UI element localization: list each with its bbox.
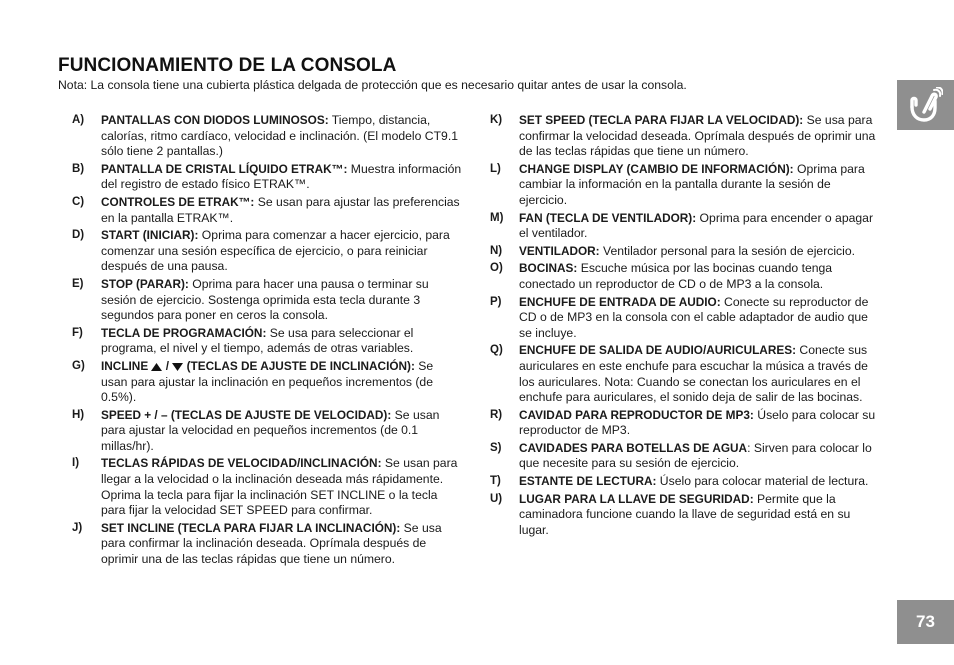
left-column (72, 113, 462, 570)
list-item (72, 521, 462, 568)
item-letter: Q) (490, 344, 503, 357)
item-term: CHANGE DISPLAY (CAMBIO DE INFORMACIÓN): (519, 161, 794, 176)
item-desc: Oprima para comenzar a hacer ejercicio, para comenzar una sesión específica de ejercicio, o para reiniciar después de una pausa. (101, 228, 450, 274)
list-item (72, 162, 462, 193)
list-item (72, 195, 462, 226)
item-letter: O) (490, 262, 503, 275)
item-letter: N) (490, 244, 503, 257)
item-term: TECLAS RÁPIDAS DE VELOCIDAD/INCLINACIÓN: (101, 456, 382, 471)
item-letter: T) (490, 475, 501, 488)
item-desc: Se usa para confirmar la inclinación deseada. Oprímala después de oprimir una de las teclas rápidas que tiene un número. (101, 520, 442, 567)
list-item (72, 277, 462, 324)
protection-note: Nota: La consola tiene una cubierta plástica delgada de protección que es necesario quitar antes de usar la consola. (58, 78, 687, 92)
item-term: SPEED + / – (TECLAS DE AJUSTE DE VELOCIDAD): (101, 407, 392, 422)
item-letter: J) (72, 521, 83, 534)
item-desc: Se usan para llegar a la velocidad o la inclinación deseada más rápidamente. Oprima la tecla para fijar la inclinación SET INCLINE o la tecla para fijar la velocidad SET SPEED para confirmar. (101, 456, 458, 518)
item-desc: Escuche música por las bocinas cuando tenga conectado un reproductor de CD o de MP3 a la consola. (519, 261, 833, 291)
page-number-tab (897, 600, 954, 644)
incline-term-rest: (TECLAS DE AJUSTE DE INCLINACIÓN): (183, 358, 415, 373)
item-desc: Oprima para cambiar la información en la pantalla durante la sesión de ejercicio. (519, 161, 865, 207)
list-item (490, 474, 878, 490)
item-term: SET SPEED (TECLA PARA FIJAR LA VELOCIDAD): (519, 113, 804, 127)
incline-label: INCLINE (101, 358, 149, 373)
item-letter: I) (72, 457, 80, 470)
list-item (490, 441, 878, 472)
triangle-down-icon (172, 363, 183, 371)
item-term: TECLA DE PROGRAMACIÓN: (101, 325, 267, 340)
list-item (72, 228, 462, 275)
item-term: CAVIDAD PARA REPRODUCTOR DE MP3: (519, 407, 754, 422)
item-term: FAN (TECLA DE VENTILADOR): (519, 210, 697, 225)
item-term: PANTALLA DE CRISTAL LÍQUIDO ETRAK™: (101, 161, 348, 176)
list-item (72, 326, 462, 357)
item-desc: Tiempo, distancia, calorías, ritmo cardíaco, velocidad e inclinación. (El modelo CT9.1 sólo tiene 2 pantallas.) (101, 113, 458, 159)
item-letter: A) (72, 114, 85, 126)
incline-separator: / (162, 358, 173, 373)
item-desc: Úselo para colocar su reproductor de MP3. (519, 407, 876, 438)
item-letter: L) (490, 162, 501, 175)
item-letter: S) (490, 441, 502, 454)
item-letter: B) (72, 162, 85, 175)
item-desc: Conecte sus auriculares en este enchufe para escuchar la música a través de los auriculares. Nota: Cuando se conectan los auriculares en el enchufe para auriculares, el sonido deja de salir de las bocinas. (519, 343, 868, 405)
list-item (72, 359, 462, 406)
item-term: CAVIDADES PARA BOTELLAS DE AGUA (519, 440, 748, 455)
item-desc: Úselo para colocar material de lectura. (656, 474, 869, 489)
right-column (490, 113, 878, 540)
list-item (490, 211, 878, 242)
item-term: BOCINAS: (519, 261, 578, 276)
item-term: CONTROLES DE ETRAK™: (101, 194, 255, 209)
list-item (490, 295, 878, 342)
list-item (72, 113, 462, 160)
item-desc: Se usan para ajustar la velocidad en pequeños incrementos (de 0.1 millas/hr). (101, 407, 440, 453)
list-item (72, 456, 462, 518)
item-letter: M) (490, 211, 504, 224)
item-letter: F) (72, 326, 83, 339)
list-item (490, 113, 878, 160)
item-term: SET INCLINE (TECLA PARA FIJAR LA INCLINACIÓN): (101, 520, 401, 535)
item-letter: P) (490, 295, 502, 308)
item-letter: U) (490, 492, 503, 505)
item-term: ESTANTE DE LECTURA: (519, 474, 657, 489)
hand-pointer-icon (907, 87, 943, 123)
page-title: FUNCIONAMIENTO DE LA CONSOLA (58, 55, 397, 76)
section-tab (897, 80, 954, 130)
list-item (72, 408, 462, 455)
item-letter: R) (490, 408, 503, 421)
item-term: START (INICIAR): (101, 228, 199, 243)
list-item (490, 261, 878, 292)
item-desc: Se usa para confirmar la velocidad deseada. Oprímala después de oprimir una de las teclas rápidas que tiene un número. (519, 113, 876, 159)
item-letter: D) (72, 229, 85, 242)
item-desc: Se usan para ajustar la inclinación en pequeños incrementos (de 0.5%). (101, 358, 434, 405)
item-letter: K) (490, 114, 503, 126)
item-term: STOP (PARAR): (101, 276, 189, 291)
item-letter: H) (72, 408, 85, 421)
item-letter: G) (72, 359, 85, 372)
list-item (490, 492, 878, 539)
item-desc: Ventilador personal para la sesión de ejercicio. (599, 243, 856, 258)
item-term: VENTILADOR: (519, 243, 600, 258)
item-term: ENCHUFE DE SALIDA DE AUDIO/AURICULARES: (519, 343, 797, 358)
item-term: PANTALLAS CON DIODOS LUMINOSOS: (101, 113, 329, 127)
item-desc: Se usa para seleccionar el programa, el nivel y el tiempo, además de otras variables. (101, 325, 414, 356)
page-number: 73 (916, 612, 935, 631)
item-desc: Muestra información del registro de estado físico ETRAK™. (101, 161, 462, 192)
item-term (101, 359, 415, 373)
item-term: LUGAR PARA LA LLAVE DE SEGURIDAD: (519, 491, 754, 506)
item-desc: Conecte su reproductor de CD o de MP3 en la consola con el cable adaptador de audio que se incluye. (519, 294, 869, 340)
item-term: ENCHUFE DE ENTRADA DE AUDIO: (519, 294, 721, 309)
list-item (490, 408, 878, 439)
item-desc: Oprima para encender o apagar el ventilador. (519, 210, 873, 241)
list-item (490, 162, 878, 209)
list-item (490, 244, 878, 260)
triangle-up-icon (151, 363, 162, 371)
item-letter: C) (72, 195, 85, 208)
item-desc: Se usan para ajustar las preferencias en la pantalla ETRAK™. (101, 194, 460, 225)
item-letter: E) (72, 277, 84, 290)
item-desc: : Sirven para colocar lo que necesite para su sesión de ejercicio. (519, 440, 872, 471)
item-desc: Oprima para hacer una pausa o terminar su sesión de ejercicio. Sostenga oprimida esta tecla durante 3 segundos para poner en ceros la consola. (101, 276, 429, 323)
item-desc: Permite que la caminadora funcione cuando la llave de seguridad está en su lugar. (519, 491, 851, 537)
list-item (490, 343, 878, 405)
